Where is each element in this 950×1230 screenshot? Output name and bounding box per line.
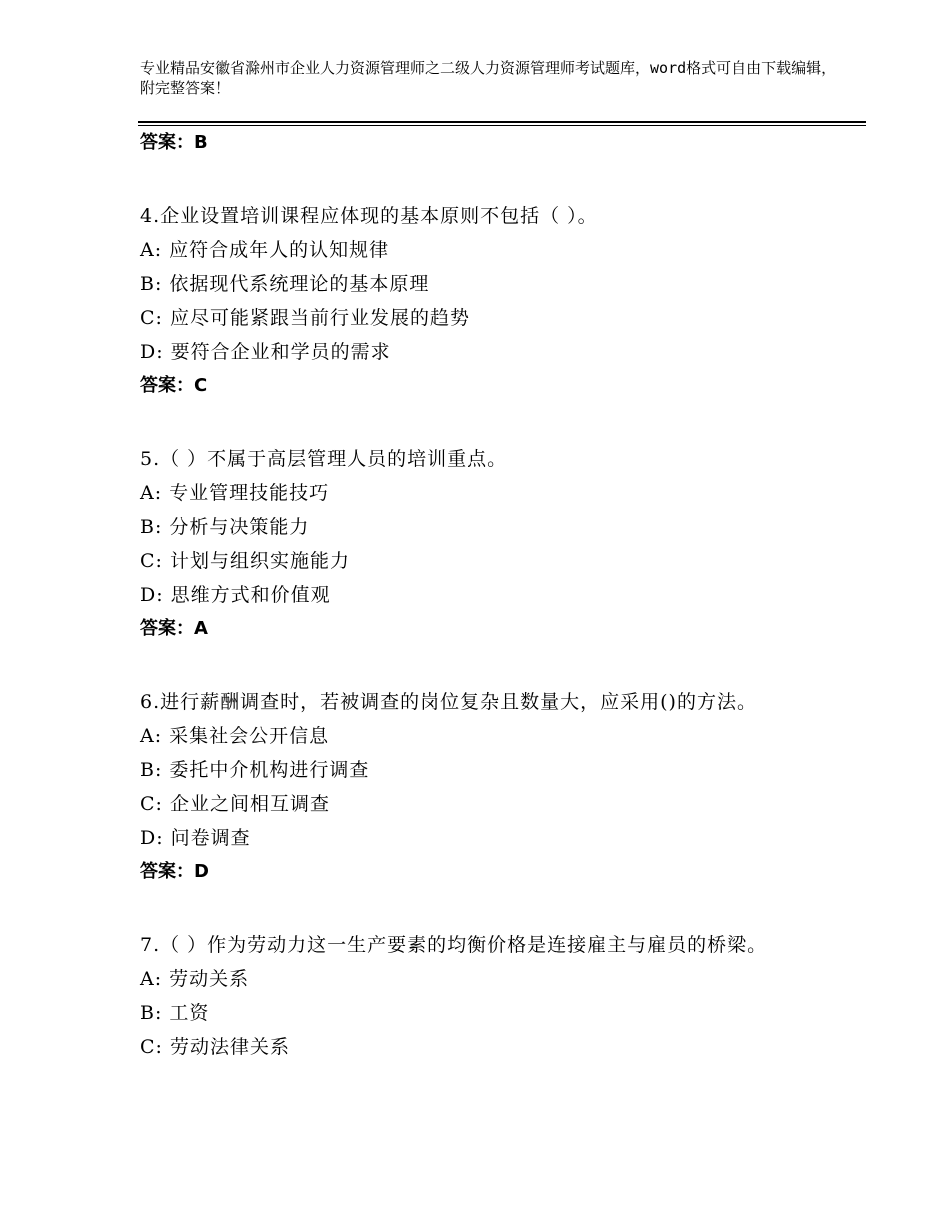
header-rule-thin [138,125,866,126]
option-d: D: 要符合企业和学员的需求 [140,341,391,363]
question-stem: 6.进行薪酬调查时，若被调查的岗位复杂且数量大，应采用()的方法。 [140,691,757,713]
answer-line: 答案：B [140,132,208,153]
option-a: A: 专业管理技能技巧 [140,482,330,504]
question-item [140,685,830,887]
question-stem: 4.企业设置培训课程应体现的基本原则不包括（ ）。 [140,205,598,227]
question-list [140,128,830,1064]
question-item [140,199,830,401]
option-c: C: 应尽可能紧跟当前行业发展的趋势 [140,307,470,329]
option-a: A: 应符合成年人的认知规律 [140,239,390,261]
option-c: C: 企业之间相互调查 [140,793,330,815]
option-a: A: 劳动关系 [140,968,250,990]
question-stem: 5.（ ）不属于高层管理人员的培训重点。 [140,448,508,470]
option-c: C: 计划与组织实施能力 [140,550,350,572]
question-item [140,442,830,644]
option-a: A: 采集社会公开信息 [140,725,330,747]
answer-line: 答案：C [140,375,208,396]
document-header: 专业精品安徽省滁州市企业人力资源管理师之二级人力资源管理师考试题库，word格式可自由下载编辑，附完整答案！ [140,59,837,97]
answer-line: 答案：A [140,618,208,639]
question-stem: 7.（ ）作为劳动力这一生产要素的均衡价格是连接雇主与雇员的桥梁。 [140,934,768,956]
option-c: C: 劳动法律关系 [140,1036,290,1058]
question-item [140,928,830,1064]
option-b: B: 分析与决策能力 [140,516,310,538]
option-d: D: 思维方式和价值观 [140,584,331,606]
header-rule-thick [138,121,866,123]
option-b: B: 工资 [140,1002,210,1024]
answer-line: 答案：D [140,861,209,882]
option-d: D: 问卷调查 [140,827,251,849]
option-b: B: 依据现代系统理论的基本原理 [140,273,430,295]
option-b: B: 委托中介机构进行调查 [140,759,370,781]
